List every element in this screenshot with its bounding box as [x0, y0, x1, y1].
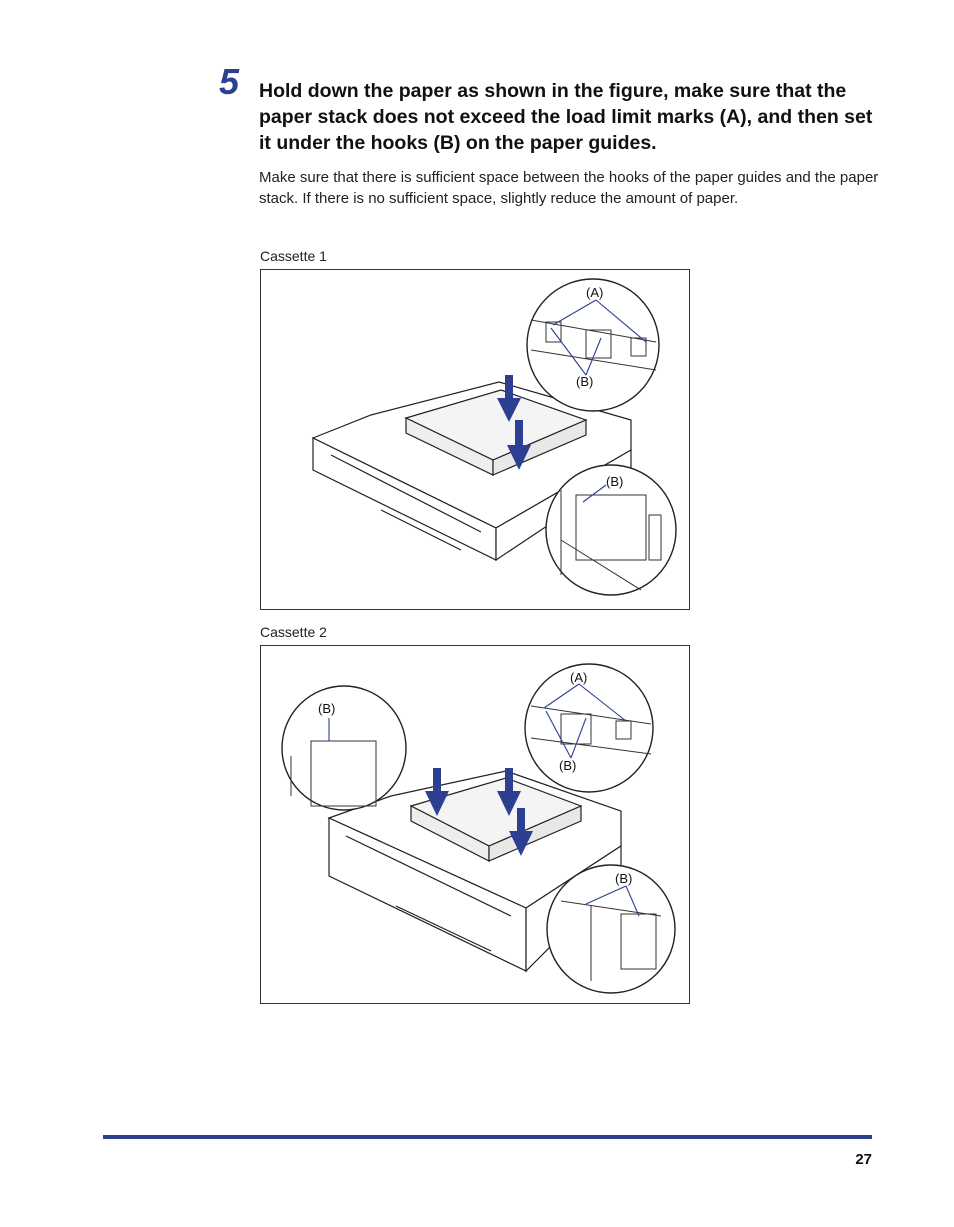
cassette-2-illustration [261, 646, 689, 1003]
cassette-1-illustration [261, 270, 689, 609]
label-b-left: (B) [318, 701, 336, 716]
step-body: Make sure that there is sufficient space between the hooks of the paper guides and the paper stack. If there is no sufficient space, slightly reduce the amount of paper. [259, 169, 879, 207]
footer-rule [103, 1135, 872, 1139]
figure-caption-cassette-1: Cassette 1 [260, 248, 327, 264]
label-b-bottom: (B) [606, 474, 624, 489]
label-a: (A) [570, 670, 588, 685]
page-number: 27 [855, 1151, 872, 1168]
figure-caption-cassette-2: Cassette 2 [260, 624, 327, 640]
label-b-top: (B) [559, 758, 577, 773]
label-b-bottom: (B) [615, 871, 633, 886]
step-number: 5 [219, 61, 240, 102]
figure-cassette-2 [260, 645, 690, 1004]
step-title: Hold down the paper as shown in the figure, make sure that the paper stack does not exceed the load limit marks (A), and then set it under the hooks (B) on the paper guides. [259, 80, 873, 154]
figure-cassette-1 [260, 269, 690, 610]
label-b-top: (B) [576, 374, 594, 389]
label-a: (A) [586, 285, 604, 300]
